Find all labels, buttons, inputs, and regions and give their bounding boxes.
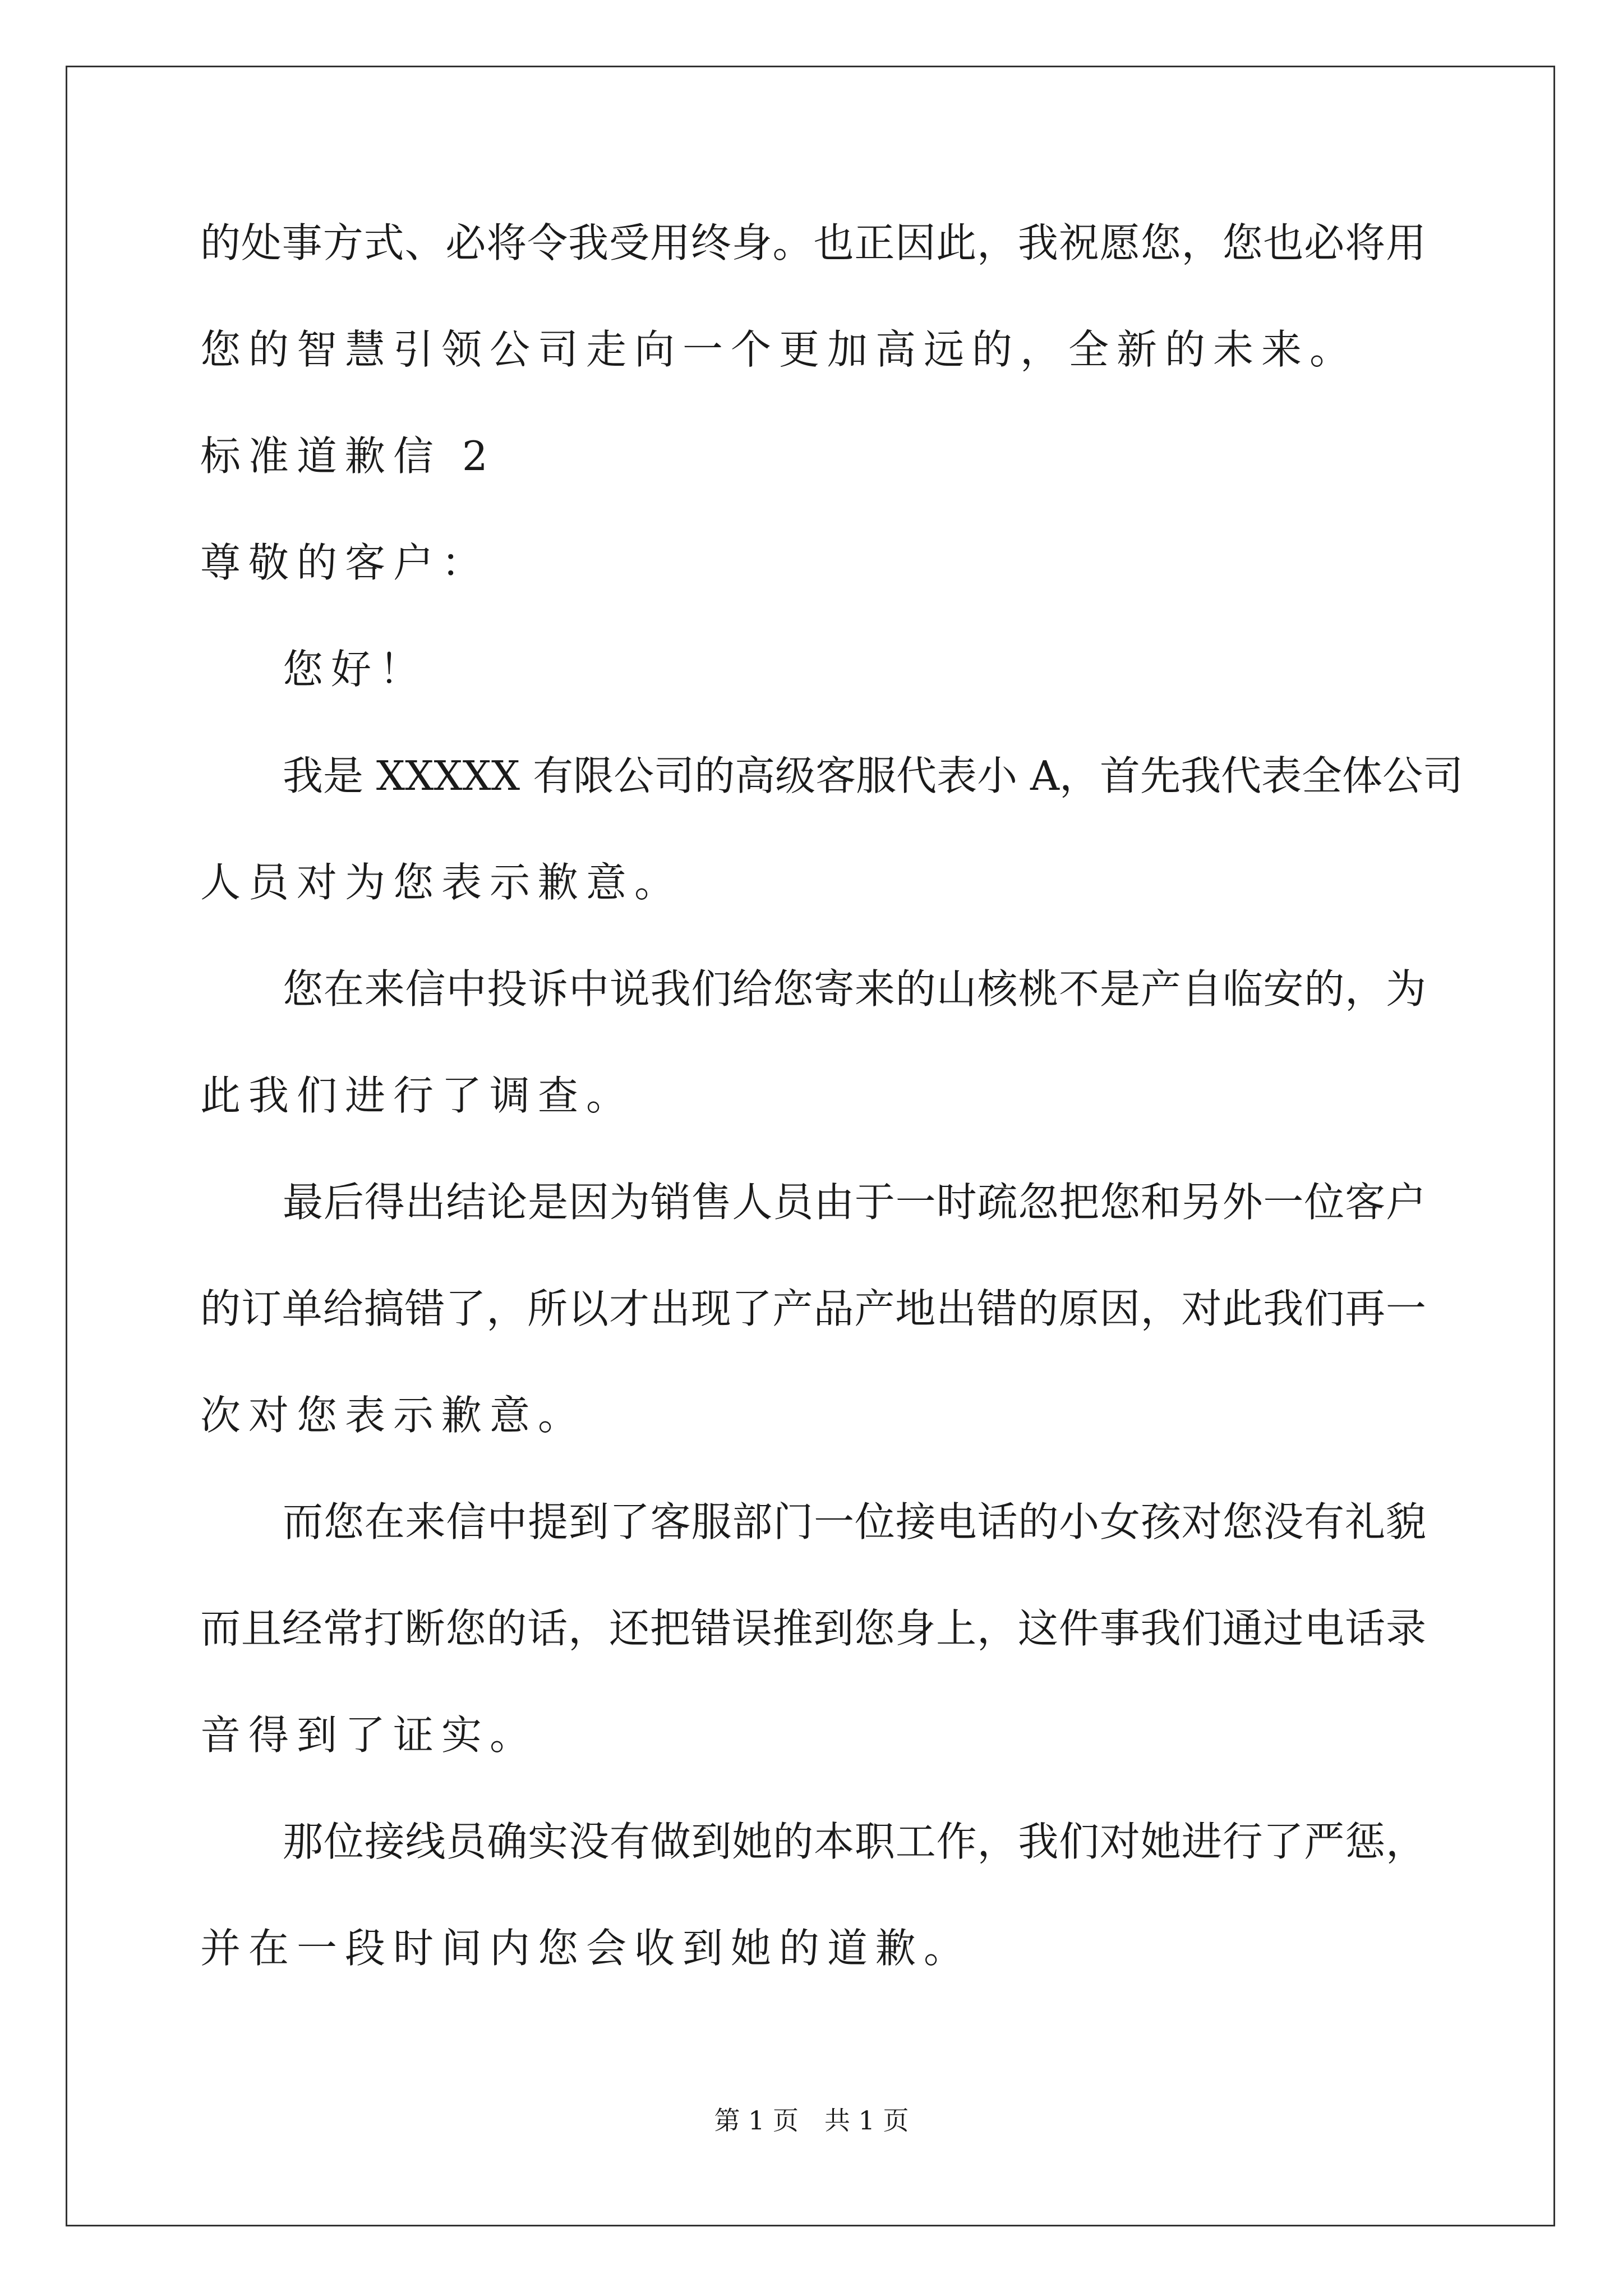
paragraph-line: 的处事方式、必将令我受用终身。也正因此，我祝愿您，您也必将用 xyxy=(200,219,1426,266)
paragraph-line: 并在一段时间内您会收到她的道歉。 xyxy=(200,1925,972,1972)
paragraph-line: 人员对为您表示歉意。 xyxy=(200,859,683,906)
paragraph-line: 此我们进行了调查。 xyxy=(200,1072,635,1119)
paragraph-line: 我是 XXXXX 有限公司的高级客服代表小 A，首先我代表全体公司 xyxy=(283,752,1463,799)
paragraph-line: 最后得出结论是因为销售人员由于一时疏忽把您和另外一位客户 xyxy=(283,1179,1426,1226)
paragraph-line: 次对您表示歉意。 xyxy=(200,1392,587,1439)
paragraph-line: 而且经常打断您的话，还把错误推到您身上，这件事我们通过电话录 xyxy=(200,1605,1426,1652)
paragraph-line: 那位接线员确实没有做到她的本职工作，我们对她进行了严惩， xyxy=(283,1818,1426,1865)
section-heading: 标准道歉信 2 xyxy=(200,432,496,480)
paragraph-line: 您的智慧引领公司走向一个更加高远的，全新的未来。 xyxy=(200,326,1358,373)
page-number-footer: 第 1 页 共 1 页 xyxy=(714,2105,909,2136)
paragraph-line: 您在来信中投诉中说我们给您寄来的山核桃不是产自临安的，为 xyxy=(283,965,1426,1013)
paragraph-line: 音得到了证实。 xyxy=(200,1711,538,1759)
page-border xyxy=(66,66,1555,2226)
paragraph-line: 的订单给搞错了，所以才出现了产品产地出错的原因，对此我们再一 xyxy=(200,1285,1426,1332)
paragraph-line: 而您在来信中提到了客服部门一位接电话的小女孩对您没有礼貌 xyxy=(283,1498,1426,1545)
greeting: 您好！ xyxy=(283,646,428,693)
salutation: 尊敬的客户： xyxy=(200,539,490,586)
